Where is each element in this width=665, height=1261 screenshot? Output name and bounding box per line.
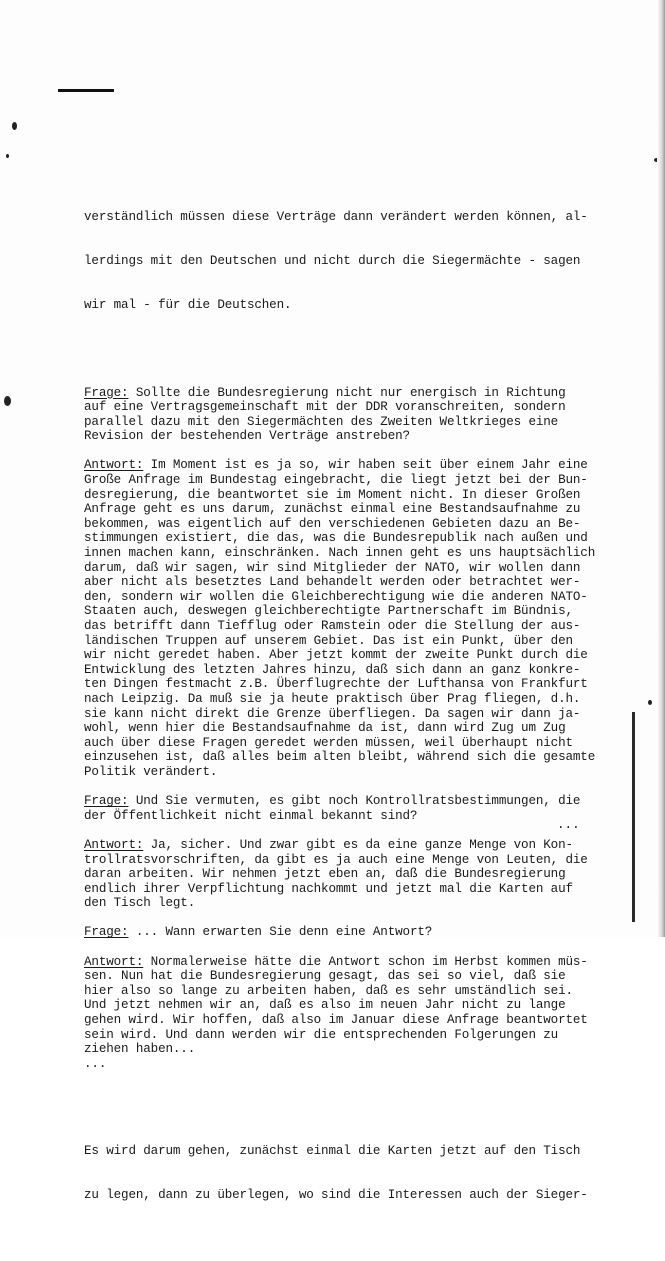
answer-paragraph [84,458,596,779]
text-line: darum, daß wir sagen, wir sind Mitglieder der NATO, wir wollen dann [84,560,581,575]
text-line: Große Anfrage im Bundestag eingebracht, die liegt jetzt bei der Bun- [84,473,588,488]
text-line: auch über diese Fragen geredet werden müssen, weil überhaupt nicht [84,735,573,750]
question-paragraph [84,925,584,940]
text-line: sen. Nun hat die Bundesregierung gesagt, das sei so viel, daß sie [84,969,566,984]
text-line: wohl, wenn hier die Bestandsaufnahme da ist, dann wird Zug um Zug [84,721,566,736]
text-line: den, sondern wir wollen die Gleichberechtigung wie die anderen NATO- [84,589,588,604]
text-line-rest: Und Sie vermuten, es gibt noch Kontrollratsbestimmungen, die [128,794,581,809]
answer-label: Antwort: [84,954,144,969]
answer-paragraph [84,837,588,911]
text-line-rest: Ja, sicher. Und zwar gibt es da eine ganze Menge von Kon- [143,837,573,852]
answer-label: Antwort: [84,458,144,473]
text-line: zu legen, dann zu überlegen, wo sind die Interessen auch der Sieger- [84,1188,588,1203]
margin-speck [4,396,11,406]
margin-speck [12,122,17,130]
text-line: bekommen, was eigentlich auf den verschiedenen Gebieten dazu an Be- [84,516,581,531]
text-line: sie kann nicht direkt die Grenze überfliegen. Da sagen wir dann ja- [84,706,581,721]
scan-edge-bar [632,712,635,922]
text-line: Staaten auch, deswegen gleichberechtigte Partnerschaft im Bündnis, [84,604,573,619]
text-line: Es wird darum gehen, zunächst einmal die Karten jetzt auf den Tisch [84,1144,581,1159]
text-line: ziehen haben... [84,1042,196,1057]
text-line: parallel dazu mit den Siegermächten des Zweiten Weltkrieges eine [84,414,559,429]
text-line: gehen wird. Wir hoffen, daß also im Januar diese Anfrage beantwortet [84,1013,588,1028]
document-body [84,152,596,1261]
margin-speck [6,154,9,158]
question-label: Frage: [84,925,129,940]
text-line: aber nicht als besetztes Land behandelt werden oder betrachtet wer- [84,575,581,590]
text-line: lerdings mit den Deutschen und nicht durch die Siegermächte - sagen [84,254,581,269]
page-continuation-mark: ... [557,818,580,832]
closing-paragraph [84,1115,588,1232]
text-line: stimmungen existiert, die das, was die Bundesrepublik nach außen und [84,531,588,546]
text-line: einzusehen ist, daß alles beim alten bleibt, während sich die gesamte [84,750,596,765]
text-line: ländischen Truppen auf unserem Gebiet. Das ist ein Punkt, über den [84,633,573,648]
text-line: innen machen kann, einschränken. Nach innen geht es uns hauptsächlich [84,546,596,561]
margin-speck [648,700,652,705]
question-paragraph [84,794,584,823]
text-line: ten Dingen festmacht z.B. Überflugrechte der Lufthansa von Frankfurt [84,677,588,692]
text-line: Und jetzt nehmen wir an, daß es also im neuen Jahr nicht zu lange [84,998,566,1013]
text-line: wir mal - für die Deutschen. [84,297,292,312]
text-line: nach Leipzig. Da muß sie ja heute praktisch über Prag fliegen, d.h. [84,691,581,706]
text-line: ... [84,1056,107,1071]
text-line [84,458,588,473]
text-line: den Tisch legt. [84,896,196,911]
top-rule-mark [58,89,114,92]
text-line [84,386,584,401]
text-line [84,925,584,940]
question-label: Frage: [84,385,129,400]
text-line: auf eine Vertragsgemeinschaft mit der DDR voranschreiten, sondern [84,400,566,415]
text-line: endlich ihrer Verpflichtung nachkommt und jetzt mal die Karten auf [84,881,573,896]
text-line: Politik verändert. [84,764,218,779]
answer-label: Antwort: [84,837,144,852]
question-paragraph [84,386,584,444]
question-label: Frage: [84,794,129,809]
text-line-rest: Im Moment ist es ja so, wir haben seit über einem Jahr eine [143,458,588,473]
text-line-rest: ... Wann erwarten Sie denn eine Antwort? [128,925,433,940]
text-line: wir nicht geredet haben. Aber jetzt kommt der zweite Punkt durch die [84,648,588,663]
text-line: trollratsvorschriften, da gibt es ja auch eine Menge von Leuten, die [84,852,588,867]
text-line: Revision der bestehenden Verträge anstreben? [84,429,410,444]
text-line [84,794,584,809]
text-line-rest: Normalerweise hätte die Antwort schon im Herbst kommen müs- [143,954,588,969]
text-line: Anfrage geht es uns darum, zunächst einmal eine Bestandsaufnahme zu [84,502,581,517]
scan-edge-shadow [657,0,665,937]
text-line [84,838,584,853]
text-line: sein wird. Und dann werden wir die entsprechenden Folgerungen zu [84,1027,559,1042]
interview-blocks [84,385,596,1072]
continuation-paragraph [84,181,588,342]
text-line: Entwicklung des letzten Jahres hinzu, daß sich dann an ganz konkre- [84,662,581,677]
text-line: das betrifft dann Tiefflug oder Ramstein oder die Stellung der aus- [84,619,581,633]
text-line: der Öffentlichkeit nicht einmal bekannt sind? [84,808,418,823]
text-line-rest: Sollte die Bundesregierung nicht nur energisch in Richtung [128,385,566,400]
text-line: daran arbeiten. Wir nehmen jetzt eben an, daß die Bundesregierung [84,867,566,882]
answer-paragraph [84,954,588,1072]
text-line: hier also so lange zu arbeiten haben, daß es sehr umständlich sei. [84,983,573,998]
text-line [84,954,588,970]
text-line: desregierung, die beantwortet sie im Moment nicht. In dieser Großen [84,487,581,502]
text-line: verständlich müssen diese Verträge dann verändert werden können, al- [84,210,588,225]
